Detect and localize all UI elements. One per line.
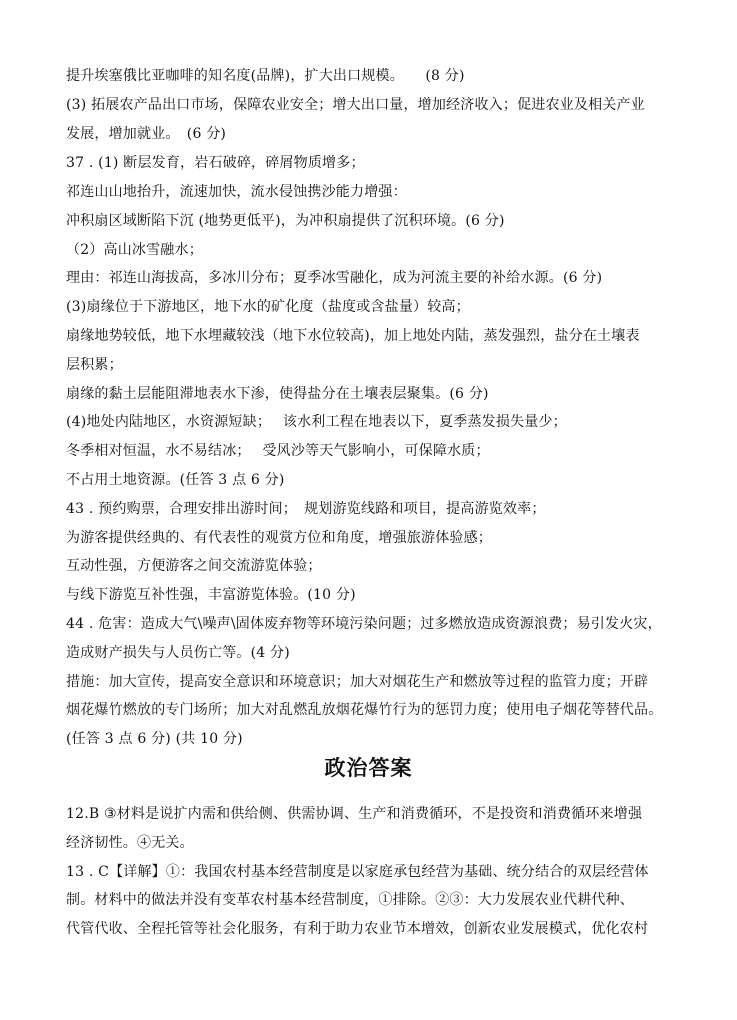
section-title: 政治答案 [324,756,413,780]
text-line: 冲积扇区域断陷下沉 (地势更低平)，为冲积扇提供了沉积环境。(6 分) [66,213,505,229]
text-line: （2）高山冰雪融水； [66,242,203,258]
text-line: 制。材料中的做法并没有变革农村基本经营制度，①排除。②③：大力发展农业代耕代种、 [66,892,634,908]
text-line: 措施：加大宣传，提高安全意识和环境意识；加大对烟花生产和燃放等过程的监管力度；开辟 [66,674,649,690]
text-line: 层积累； [66,357,123,373]
text-line: 祁连山山地抬升，流速加快，流水侵蚀携沙能力增强： [66,184,407,200]
text-line: 37 . (1) 断层发育，岩石破碎，碎屑物质增多； [66,155,365,171]
text-line: 造成财产损失与人员伤亡等。(4 分) [66,645,290,661]
text-line: 13 . C【详解】①：我国农村基本经营制度是以家庭承包经营为基础、统分结合的双层经营体 [66,864,649,880]
text-line: 与线下游览互补性强，丰富游览体验。(10 分) [66,587,356,603]
text-line: 经济韧性。④无关。 [66,835,194,851]
text-line: 43 . 预约购票，合理安排出游时间； 规划游览线路和项目，提高游览效率； [66,501,546,517]
text-line: (4)地处内陆地区，水资源短缺； 该水利工程在地表以下，夏季蒸发损失量少； [66,414,567,430]
text-line: 扇缘地势较低，地下水埋藏较浅（地下水位较高)，加上地处内陆，蒸发强烈，盐分在土壤表 [66,328,640,344]
text-line: 提升埃塞俄比亚咖啡的知名度(品牌)，扩大出口规模。 (8 分) [66,68,465,84]
text-line: 为游客提供经典的、有代表性的观赏方位和角度，增强旅游体验感； [66,530,492,546]
text-line: 冬季相对恒温，水不易结冰； 受风沙等天气影响小，可保障水质； [66,443,490,459]
text-line: 理由：祁连山海拔高，多冰川分布；夏季冰雪融化，成为河流主要的补给水源。(6 分) [66,270,603,286]
text-line: 44 . 危害：造成大气\噪声\固体废弃物等环境污染问题；过多燃放造成资源浪费；易引发火灾， [66,616,662,632]
text-line: 扇缘的黏土层能阻滞地表水下渗，使得盐分在土壤表层聚集。(6 分) [66,386,489,402]
text-line: 互动性强，方便游客之间交流游览体验； [66,558,322,574]
text-line: 发展，增加就业。 (6 分) [66,126,227,142]
text-line: (任答 3 点 6 分) (共 10 分) [66,731,243,747]
text-line: 烟花爆竹燃放的专门场所；加大对乱燃乱放烟花爆竹行为的惩罚力度；使用电子烟花等替代品。 [66,702,663,718]
text-line: 代管代收、全程托管等社会化服务，有利于助力农业节本增效，创新农业发展模式，优化农村 [66,921,649,937]
text-line: (3) 拓展农产品出口市场，保障农业安全；增大出口量，增加经济收入；促进农业及相关产业 [66,97,645,113]
text-line: (3)扇缘位于下游地区，地下水的矿化度（盐度或含盐量）较高； [66,299,470,315]
text-line: 不占用土地资源。(任答 3 点 6 分) [66,472,285,488]
text-line: 12.B ③材料是说扩内需和供给侧、供需协调、生产和消费循环，不是投资和消费循环来增强 [66,806,643,822]
